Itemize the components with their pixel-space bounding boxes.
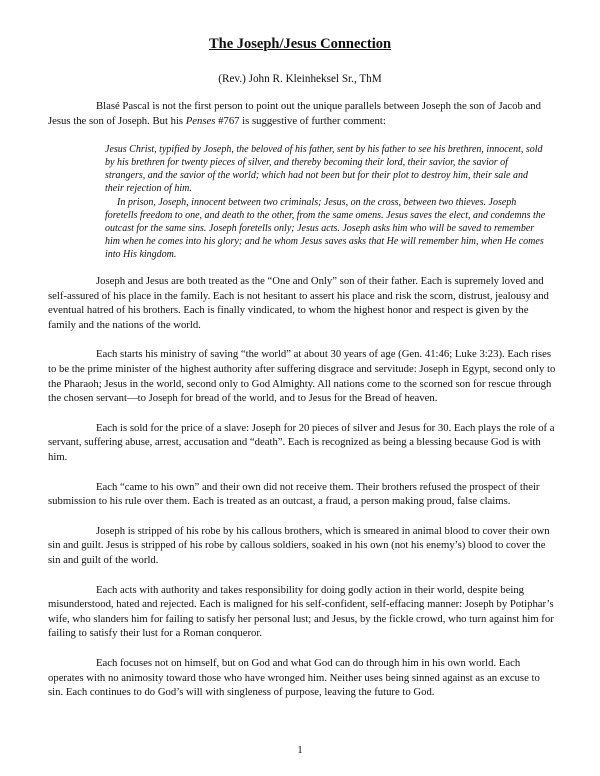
body-paragraph-5: Joseph is stripped of his robe by his callous brothers, which is smeared in animal blood to cover their own sin and guilt. Jesus is stripped of his robe by callous soldiers, soaked in his own (not his enemy’s) blood to cover the sin and guilt of the world. <box>48 524 550 566</box>
document-body <box>48 99 556 715</box>
body-paragraph-6: Each acts with authority and takes responsibility for doing godly action in their world, despite being misunderstood, hated and rejected. Each is maligned for his self-confident, self-effacing manner: Joseph by Potiphar’s wife, who slanders him for failing to satisfy her personal lust; and Jesus, by the fickle crowd, who turn against him for failing to satisfy their lust for a Roman conqueror. <box>48 583 554 640</box>
intro-paragraph <box>48 99 556 128</box>
author-line: (Rev.) John R. Kleinheksel Sr., ThM <box>218 73 382 85</box>
page-number: 1 <box>297 744 303 756</box>
book-title: Penses <box>185 114 216 127</box>
body-paragraph-7: Each focuses not on himself, but on God and what God can do through him in his own world. Each operates with no animosity toward those who have wronged him. Neither uses being sinned against as an excuse to sin. Each continues to do God’s will with singleness of purpose, leaving the future to God. <box>48 656 540 699</box>
body-paragraph-1: Joseph and Jesus are both treated as the “One and Only” son of their father. Each is supremely loved and self-assured of his place in the family. Each is not hesitant to assert his place and risk the scorn, distrust, jealousy and eventual hatred of his brothers. Each is finally vindicated, to whom the highest honor and respect is given by the family and the nations of the world. <box>48 275 549 331</box>
block-quote <box>48 143 556 261</box>
quote-paragraph-2: In prison, Joseph, innocent between two criminals; Jesus, on the cross, between two thieves. Joseph foretells freedom to one, and death to the other, from the same omens. Jesus saves the elect, and condemns the outcast for the same sins. Joseph foretells only; Jesus acts. Joseph asks him who will be saved to remember him when he comes into his glory; and he whom Jesus saves asks that He will remember him, when He comes into His kingdom. <box>105 196 546 260</box>
body-paragraph-3: Each is sold for the price of a slave: Joseph for 20 pieces of silver and Jesus for 30. Each plays the role of a servant, suffering abuse, arrest, accusation and “death”. Each is recognized as being a blessing because God is with him. <box>48 421 555 463</box>
quote-paragraph-1: Jesus Christ, typified by Joseph, the beloved of his father, sent by his father to see his brethren, innocent, sold by his brethren for twenty pieces of silver, and thereby becoming their lord, their savior, the savior of strangers, and the savior of the world; which had not been but for their plot to destroy him, their sale and their rejection of him. <box>105 144 543 195</box>
body-paragraph-2: Each starts his ministry of saving “the world” at about 30 years of age (Gen. 41:46; Luke 3:23). Each rises to be the prime minister of the highest authority after suffering disgrace and servitude: Joseph in Egypt, second only to the Pharaoh; Jesus in the world, second only to God Almighty. All nations come to the scorned son for rescue through the chosen servant—to Joseph for bread of the world, and to Jesus for the Bread of heaven. <box>48 348 556 405</box>
intro-text-after: #767 is suggestive of further comment: <box>215 114 386 127</box>
document-title: The Joseph/Jesus Connection <box>208 36 392 52</box>
body-paragraph-4: Each “came to his own” and their own did not receive them. Their brothers refused the prospect of their submission to his rule over them. Each is treated as an outcast, a fraud, a person making proud, false claims. <box>48 480 540 508</box>
intro-text-before: Blasé Pascal is not the first person to point out the unique parallels between Joseph the son of Jacob and Jesus the son of Joseph. But his <box>48 100 541 127</box>
